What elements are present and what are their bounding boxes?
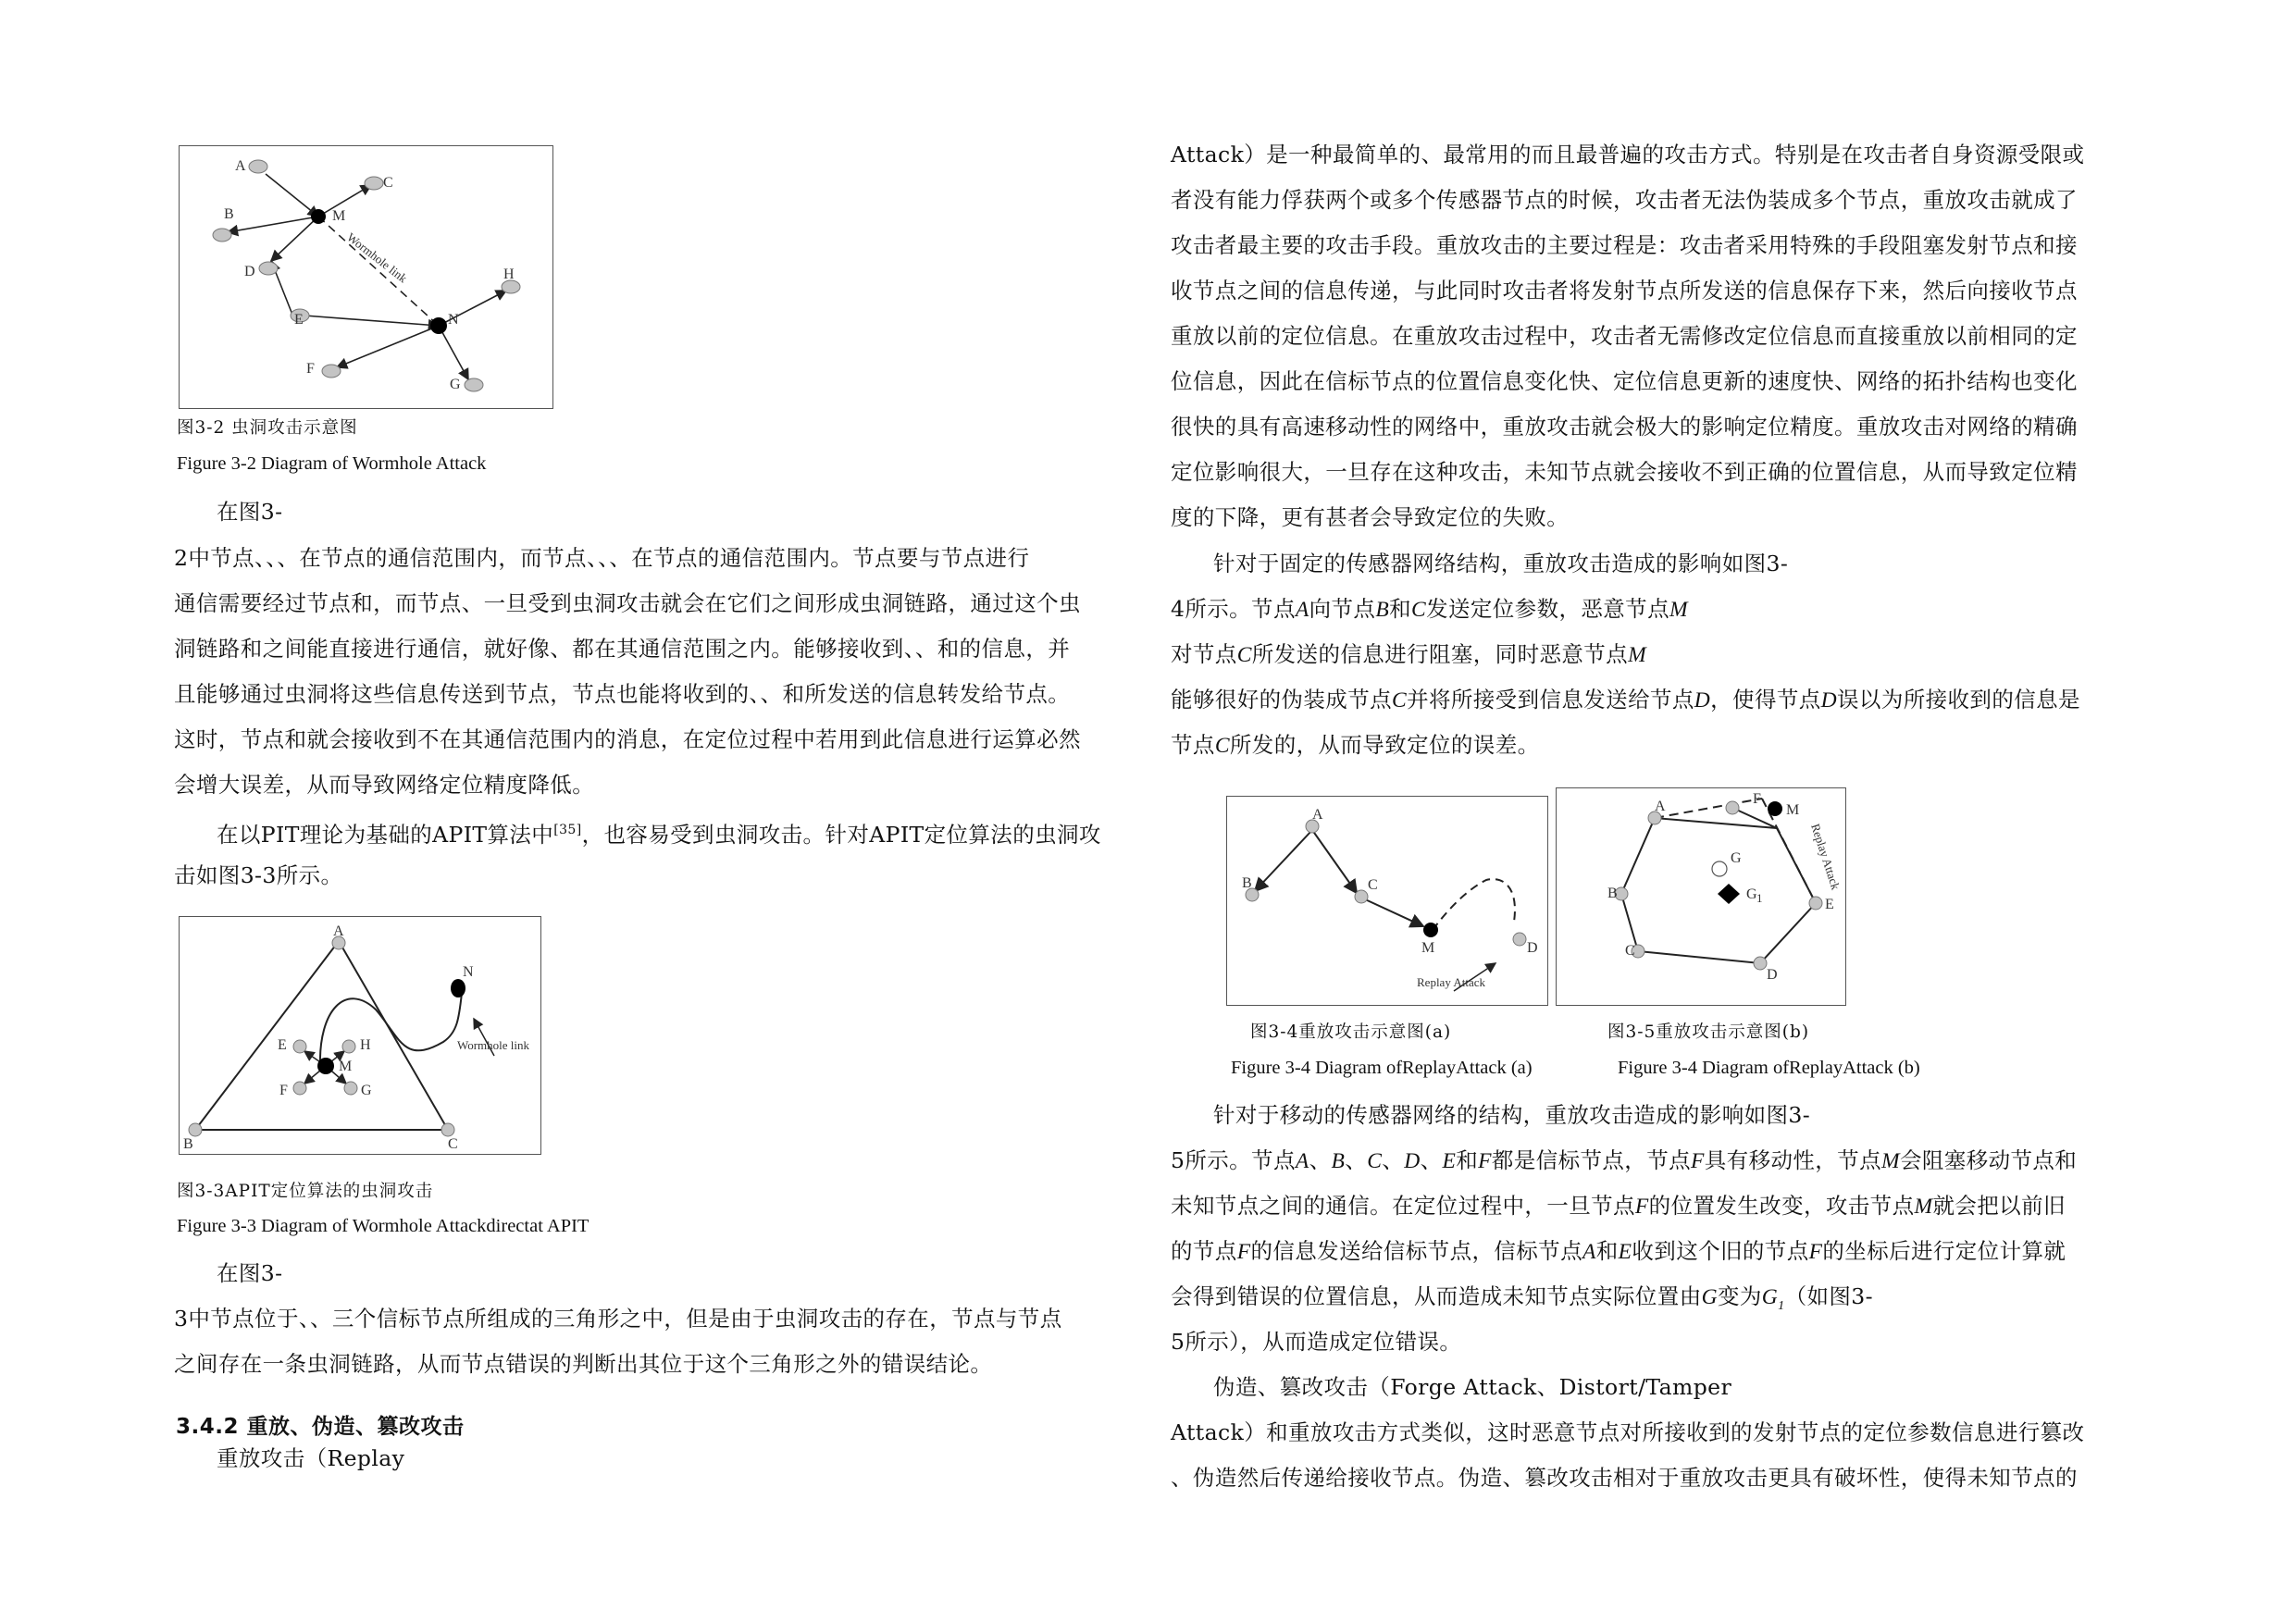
- fig34a-node-m: [1423, 923, 1438, 937]
- svg-text:B: B: [224, 206, 234, 222]
- svg-text:H: H: [360, 1037, 371, 1053]
- svg-text:B: B: [183, 1136, 193, 1152]
- r-para1-line-5: 重放以前的定位信息。在重放攻击过程中，攻击者无需修改定位信息而直接重放以前相同的定: [1171, 323, 2078, 349]
- r-para1-line-8: 定位影响很大，一旦存在这种攻击，未知节点就会接收不到正确的位置信息，从而导致定位精: [1171, 459, 2078, 485]
- r-para3-line-3: 未知节点之间的通信。在定位过程中，一旦节点F的位置发生改变，攻击节点M就会把以前旧: [1171, 1193, 2066, 1219]
- r-para2-line-1: 针对于固定的传感器网络结构，重放攻击造成的影响如图3-: [1213, 551, 1789, 576]
- figure-3-2-caption-en: Figure 3-2 Diagram of Wormhole Attack: [177, 453, 487, 474]
- r-para2-line-3: 对节点C所发送的信息进行阻塞，同时恶意节点M: [1171, 641, 1647, 667]
- r-para3-line-4: 的节点F的信息发送给信标节点，信标节点A和E收到这个旧的节点F的坐标后进行定位计算就: [1171, 1238, 2066, 1264]
- fig33-node-n: [451, 979, 465, 997]
- para1-line-1: 在图3-: [217, 499, 283, 525]
- svg-text:Wormhole link: Wormhole link: [344, 229, 410, 286]
- svg-text:M: M: [339, 1059, 353, 1074]
- svg-text:A: A: [235, 158, 246, 174]
- svg-text:E: E: [294, 312, 304, 328]
- r-para1-line-2: 者没有能力俘获两个或多个传感器节点的时候，攻击者无法伪装成多个节点，重放攻击就成了: [1171, 187, 2078, 213]
- svg-text:Replay Attack: Replay Attack: [1417, 975, 1486, 989]
- figure-3-4a-caption-en: Figure 3-4 Diagram ofReplayAttack (a): [1231, 1058, 1533, 1078]
- para1-line-6: 这时，节点和就会接收到不在其通信范围内的消息，在定位过程中若用到此信息进行运算必然: [174, 726, 1081, 752]
- fig34b-node-g1: [1718, 884, 1740, 904]
- svg-text:C: C: [1625, 943, 1635, 959]
- para3-line-3: 之间存在一条虫洞链路，从而节点错误的判断出其位于这个三角形之外的错误结论。: [174, 1351, 993, 1377]
- svg-text:C: C: [1368, 877, 1378, 893]
- r-para1-line-6: 位信息，因此在信标节点的位置信息变化快、定位信息更新的速度快、网络的拓扑结构也变化: [1171, 368, 2078, 394]
- svg-text:M: M: [1421, 940, 1435, 956]
- svg-text:H: H: [503, 266, 515, 282]
- r-para2-line-5: 节点C所发的，从而导致定位的误差。: [1171, 732, 1540, 758]
- figure-3-3-svg: [180, 917, 542, 1156]
- figure-3-4a-replay-diagram: [1226, 796, 1548, 1006]
- para1-line-5: 且能够通过虫洞将这些信息传送到节点，节点也能将收到的、、和所发送的信息转发给节点。: [174, 681, 1071, 707]
- figure-3-3-apit-diagram: [179, 916, 541, 1155]
- svg-text:N: N: [463, 964, 474, 980]
- fig33-node-m: [317, 1058, 334, 1074]
- citation-ref[interactable]: [35]: [553, 823, 582, 837]
- figure-3-4b-replay-diagram: [1556, 787, 1846, 1006]
- fig32-node-n: [430, 317, 447, 334]
- figure-3-3-caption-cn: 图3-3APIT定位算法的虫洞攻击: [177, 1182, 434, 1201]
- svg-text:E: E: [1825, 897, 1834, 912]
- r-para3-line-6: 5所示），从而造成定位错误。: [1171, 1329, 1462, 1355]
- para2-line-1: [174, 816, 1101, 849]
- para2-text-b: ，也容易受到虫洞攻击。针对APIT定位算法的虫洞攻: [581, 821, 1101, 848]
- svg-text:A: A: [1312, 807, 1323, 823]
- svg-text:C: C: [448, 1136, 458, 1152]
- r-para3-line-1: 针对于移动的传感器网络的结构，重放攻击造成的影响如图3-: [1213, 1102, 1811, 1128]
- r-para4-line-1: 伪造、篡改攻击（Forge Attack、Distort/Tamper: [1213, 1374, 1732, 1400]
- r-para1-line-4: 收节点之间的信息传递，与此同时攻击者将发射节点所发送的信息保存下来，然后向接收节点: [1171, 278, 2078, 304]
- svg-text:F: F: [279, 1083, 288, 1098]
- section-heading-3-4-2: 3.4.2 重放、伪造、篡改攻击: [176, 1415, 465, 1439]
- figure-3-4a-caption-cn: 图3-4重放攻击示意图(a): [1250, 1022, 1452, 1042]
- para1-line-4: 洞链路和之间能直接进行通信，就好像、都在其通信范围之内。能够接收到、、和的信息，并: [174, 636, 1071, 662]
- para2-text-a: 在以PIT理论为基础的APIT算法中: [217, 821, 554, 848]
- svg-text:C: C: [383, 175, 393, 191]
- r-para1-line-7: 很快的具有高速移动性的网络中，重放攻击就会极大的影响定位精度。重放攻击对网络的精确: [1171, 414, 2078, 440]
- svg-text:B: B: [1242, 875, 1252, 891]
- r-para4-line-2: Attack）和重放攻击方式类似，这时恶意节点对所接收到的发射节点的定位参数信息进行篡改: [1171, 1419, 2085, 1445]
- svg-text:1: 1: [1756, 891, 1763, 905]
- r-para4-line-3: 、伪造然后传递给接收节点。伪造、篡改攻击相对于重放攻击更具有破坏性，使得未知节点的: [1171, 1465, 2078, 1491]
- para1-line-3: 通信需要经过节点和，而节点、一旦受到虫洞攻击就会在它们之间形成虫洞链路，通过这个虫: [174, 590, 1081, 616]
- r-para2-line-4: 能够很好的伪装成节点C并将所接受到信息发送给节点D，使得节点D误以为所接收到的信息是: [1171, 687, 2080, 712]
- r-para1-line-9: 度的下降，更有甚者会导致定位的失败。: [1171, 504, 1570, 530]
- svg-text:G: G: [450, 377, 461, 392]
- fig32-nodes: [213, 160, 520, 391]
- para1-line-2: 2中节点、、、在节点的通信范围内，而节点、、、在节点的通信范围内。节点要与节点进行: [174, 545, 1030, 571]
- svg-text:E: E: [278, 1037, 287, 1053]
- fig34a-labels: [1242, 807, 1538, 989]
- figure-3-2-svg: [180, 146, 554, 410]
- svg-text:N: N: [448, 312, 459, 328]
- svg-text:D: D: [244, 264, 255, 279]
- figure-3-4b-caption-en: Figure 3-4 Diagram ofReplayAttack (b): [1618, 1058, 1920, 1078]
- figure-3-4a-svg: [1227, 797, 1549, 1007]
- svg-text:G: G: [1746, 886, 1757, 902]
- svg-text:G: G: [361, 1083, 372, 1098]
- r-para1-line-1: Attack）是一种最简单的、最常用的而且最普遍的攻击方式。特别是在攻击者自身资源受限或: [1171, 142, 2085, 167]
- figure-3-3-caption-en: Figure 3-3 Diagram of Wormhole Attackdirectat APIT: [177, 1216, 590, 1236]
- r-para1-line-3: 攻击者最主要的攻击手段。重放攻击的主要过程是：攻击者采用特殊的手段阻塞发射节点和接: [1171, 232, 2078, 258]
- figure-3-2-caption-cn: 图3-2 虫洞攻击示意图: [177, 418, 358, 438]
- r-para3-line-5: 会得到错误的位置信息，从而造成未知节点实际位置由G变为$G_1$（如图3-: [1171, 1283, 1873, 1313]
- r-para2-line-2: 4所示。节点A向节点B和C发送定位参数，恶意节点M: [1171, 596, 1688, 622]
- svg-text:D: D: [1767, 967, 1778, 983]
- svg-text:D: D: [1527, 940, 1538, 956]
- svg-text:M: M: [332, 208, 346, 224]
- svg-text:F: F: [306, 361, 315, 377]
- para3-line-1: 在图3-: [217, 1260, 283, 1286]
- svg-text:B: B: [1607, 886, 1618, 901]
- fig32-edges: [228, 174, 506, 379]
- svg-text:F: F: [1753, 791, 1761, 807]
- figure-3-2-wormhole-diagram: [179, 145, 553, 409]
- fig33-labels: [183, 923, 530, 1152]
- fig32-node-m: [311, 209, 326, 224]
- svg-text:Wormhole link: Wormhole link: [457, 1038, 530, 1052]
- svg-text:G: G: [1731, 850, 1742, 866]
- fig34b-node-g: [1712, 861, 1727, 876]
- para2-line-2: 击如图3-3所示。: [174, 862, 343, 888]
- para1-line-7: 会增大误差，从而导致网络定位精度降低。: [174, 772, 595, 798]
- svg-text:Replay Attack: Replay Attack: [1808, 822, 1843, 892]
- svg-text:A: A: [1655, 799, 1666, 814]
- svg-text:M: M: [1786, 802, 1800, 818]
- para4-line-1: 重放攻击（Replay: [217, 1445, 405, 1471]
- figure-3-4b-caption-cn: 图3-5重放攻击示意图(b): [1607, 1022, 1810, 1042]
- fig32-labels: [224, 158, 515, 392]
- r-para3-line-2: 5所示。节点A、B、C、D、E和F都是信标节点，节点F具有移动性，节点M会阻塞移动节点和: [1171, 1147, 2078, 1173]
- fig34b-node-m: [1768, 801, 1782, 816]
- figure-3-4b-svg: [1557, 788, 1847, 1007]
- para3-line-2: 3中节点位于、、三个信标节点所组成的三角形之中，但是由于虫洞攻击的存在，节点与节点: [174, 1306, 1062, 1332]
- svg-text:A: A: [333, 923, 344, 939]
